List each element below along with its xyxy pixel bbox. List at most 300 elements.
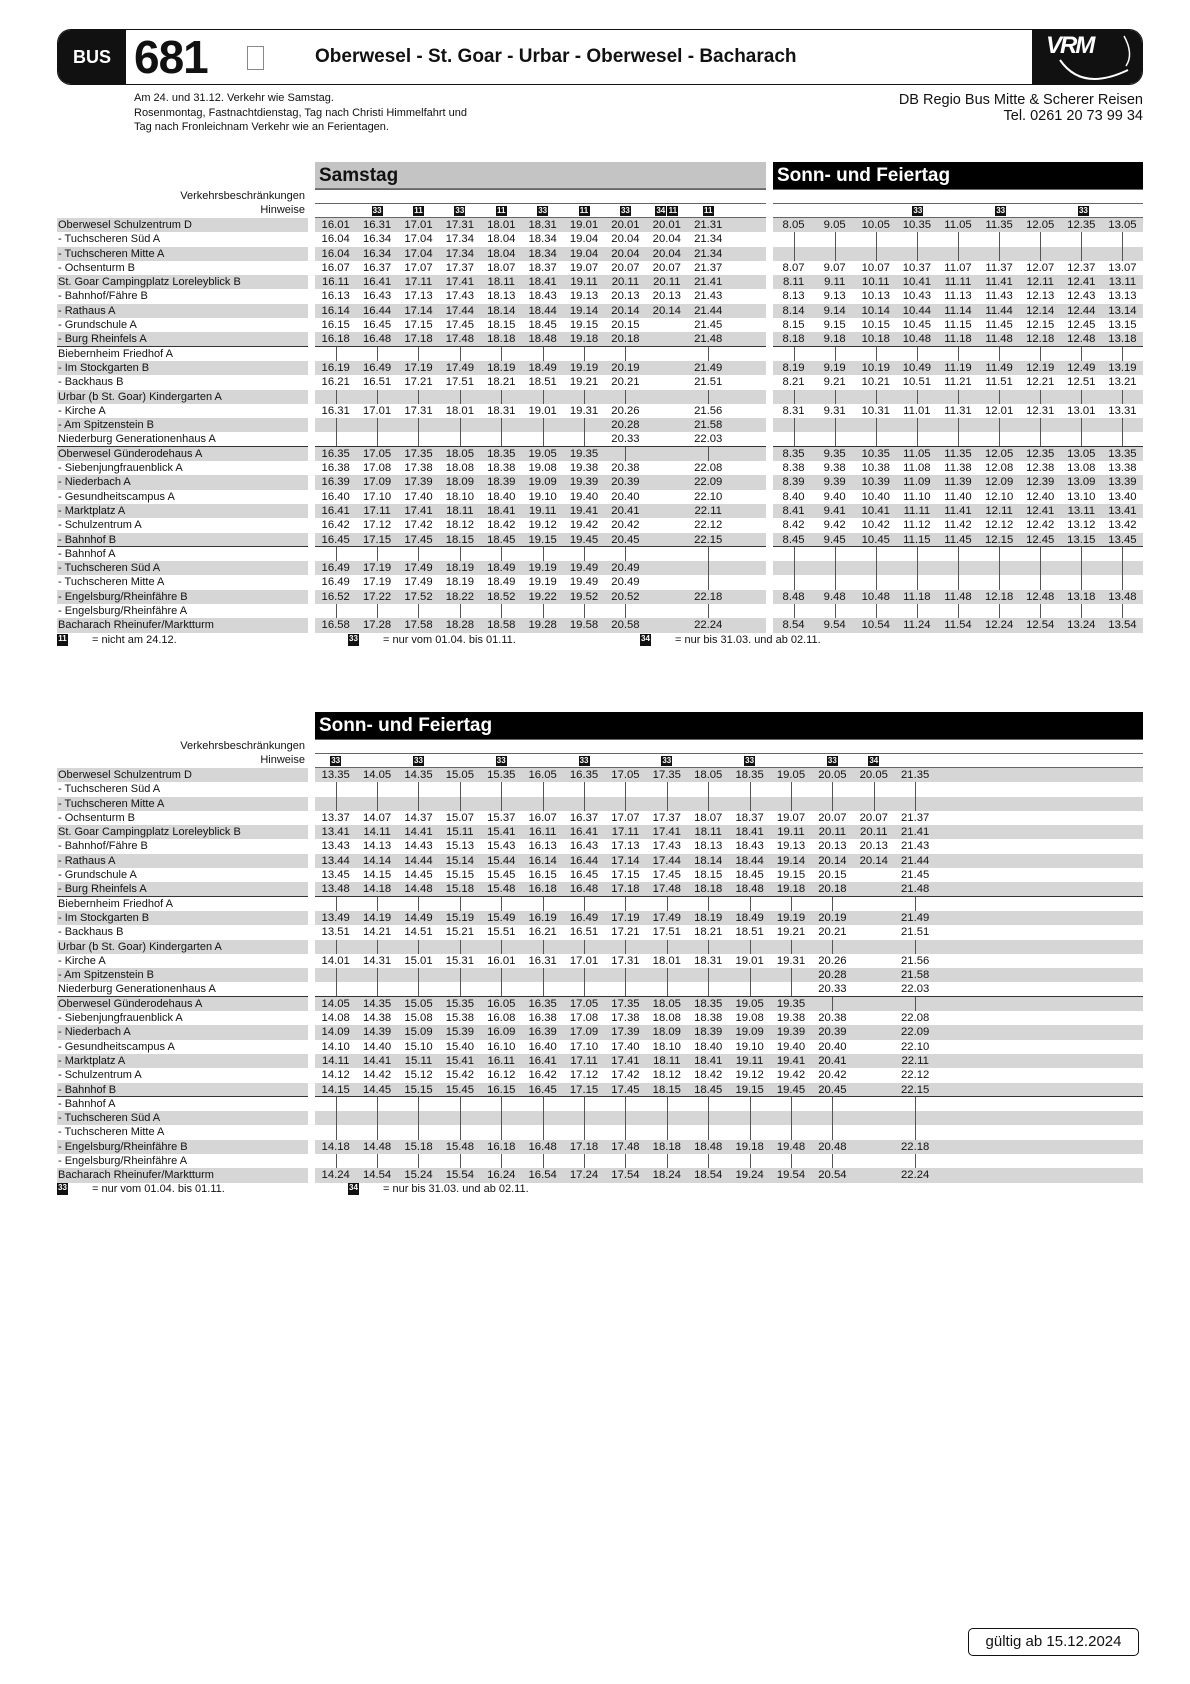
pass-through-line	[398, 1097, 439, 1111]
departure-time: 21.45	[694, 319, 723, 332]
departure-time: 14.41	[404, 826, 433, 839]
departure-time: 18.51	[735, 926, 764, 939]
departure-time: 17.44	[652, 854, 681, 867]
restriction-badge: 34	[640, 634, 651, 646]
hint-cell	[688, 204, 729, 217]
departure-time: 17.51	[445, 376, 474, 389]
pass-through-line	[773, 247, 814, 261]
departure-time: 22.12	[901, 1069, 930, 1082]
departure-time: 17.49	[404, 576, 433, 589]
departure-time: 9.31	[823, 404, 846, 417]
pass-through-line	[937, 432, 978, 445]
table-row	[57, 854, 1143, 868]
departure-time: 19.42	[569, 519, 599, 532]
departure-time: 18.13	[487, 290, 516, 303]
pass-through-line	[773, 390, 814, 404]
departure-time: 20.04	[611, 233, 640, 246]
pass-through-line	[522, 418, 563, 432]
pass-through-line	[398, 1125, 439, 1139]
departure-time	[853, 968, 894, 982]
hint-cell	[773, 204, 814, 217]
restriction-badge: 33	[1078, 205, 1088, 215]
departure-time: 8.38	[782, 462, 805, 475]
stop-name: - Siebenjungfrauenblick A	[58, 1012, 183, 1025]
departure-time: 20.18	[818, 883, 847, 896]
departure-time: 18.45	[487, 533, 516, 546]
pass-through-line	[315, 940, 356, 954]
footnote-text: = nur bis 31.03. und ab 02.11.	[675, 634, 821, 646]
stop-name: - Bahnhof/Fähre B	[58, 840, 148, 853]
table-row	[57, 1040, 1143, 1054]
stop-name: - Tuchscheren Süd A	[57, 561, 308, 575]
departure-time: 11.15	[903, 533, 931, 546]
departure-time: 10.37	[902, 261, 932, 274]
stop-name: - Am Spitzenstein B	[57, 418, 308, 432]
pass-through-line	[894, 940, 935, 954]
departure-time: 17.11	[363, 504, 391, 517]
departure-time: 16.48	[362, 333, 392, 346]
departure-time: 12.01	[984, 404, 1014, 417]
pass-through-line	[522, 1154, 563, 1168]
pass-through-line	[563, 782, 604, 796]
pass-through-line	[315, 782, 356, 796]
departure-time: 20.42	[818, 1069, 847, 1082]
departure-time: 13.51	[321, 926, 350, 939]
departure-time: 14.09	[321, 1026, 350, 1039]
time-area	[315, 475, 766, 489]
time-area	[315, 404, 766, 418]
pass-through-line	[773, 575, 814, 589]
departure-time: 17.12	[569, 1069, 599, 1082]
pass-through-line	[356, 432, 397, 445]
pass-through-line	[356, 1154, 397, 1168]
pass-through-line	[522, 897, 563, 911]
departure-time	[853, 1097, 894, 1111]
departure-time: 21.56	[901, 954, 930, 967]
departure-time: 13.40	[1108, 490, 1137, 503]
pass-through-line	[729, 782, 770, 796]
pass-through-line	[439, 347, 480, 361]
departure-time: 17.18	[611, 883, 640, 896]
pass-through-line	[356, 1111, 397, 1125]
departure-time: 19.05	[776, 769, 806, 781]
pass-through-line	[812, 1154, 853, 1168]
departure-time: 9.05	[823, 219, 846, 231]
departure-time: 21.48	[694, 333, 723, 346]
departure-time: 10.35	[902, 219, 932, 231]
hint-cell	[856, 204, 897, 217]
table-row	[57, 575, 1143, 589]
departure-time: 15.40	[445, 1040, 474, 1053]
pass-through-line	[770, 1154, 811, 1168]
pass-through-line	[315, 547, 356, 561]
departure-time: 16.40	[528, 1040, 557, 1053]
departure-time: 16.35	[569, 769, 599, 781]
pass-through-line	[563, 1125, 604, 1139]
pass-through-line	[894, 782, 935, 796]
timetable-rows	[57, 218, 1143, 633]
departure-time: 18.48	[528, 333, 557, 346]
hint-cell	[894, 754, 935, 767]
departure-time: 13.45	[321, 869, 350, 882]
hint-cell	[439, 754, 480, 767]
departure-time: 16.37	[569, 811, 599, 824]
departure-time: 18.34	[528, 247, 557, 260]
departure-time: 15.41	[487, 826, 516, 839]
pass-through-line	[1020, 347, 1061, 361]
departure-time: 19.19	[569, 361, 599, 374]
time-area	[315, 882, 1143, 896]
departure-time: 13.37	[321, 811, 350, 824]
departure-time: 19.38	[776, 1012, 806, 1025]
departure-time: 18.40	[694, 1040, 723, 1053]
pass-through-line	[688, 390, 729, 404]
departure-time: 19.15	[735, 1083, 764, 1096]
departure-time: 12.15	[984, 533, 1014, 546]
time-area	[315, 361, 766, 375]
departure-time: 18.39	[487, 476, 516, 489]
restriction-badge: 33	[372, 205, 382, 215]
departure-time: 19.11	[570, 276, 598, 289]
departure-time: 14.24	[321, 1169, 350, 1182]
departure-time: 13.11	[1108, 276, 1137, 289]
departure-time: 15.09	[404, 1026, 433, 1039]
departure-time: 16.21	[528, 926, 557, 939]
departure-time: 15.13	[445, 840, 474, 853]
departure-time: 17.48	[611, 1140, 640, 1153]
departure-time: 19.21	[569, 376, 599, 389]
departure-time: 20.38	[818, 1012, 847, 1025]
pass-through-line	[688, 561, 729, 575]
time-area	[315, 1083, 1143, 1097]
pass-through-line	[1061, 347, 1102, 361]
stop-name: Biebernheim Friedhof A	[58, 347, 173, 360]
stop-name: - Engelsburg/Rheinfähre A	[58, 1155, 188, 1168]
pass-through-line	[688, 1097, 729, 1111]
stop-name: - Tuchscheren Mitte A	[58, 576, 165, 589]
departure-time	[646, 404, 687, 418]
pass-through-line	[522, 390, 563, 404]
time-area	[773, 375, 1143, 389]
pass-through-line	[855, 347, 896, 361]
table-row	[57, 825, 1143, 839]
departure-time: 16.05	[528, 769, 557, 781]
departure-time: 16.54	[528, 1169, 557, 1182]
stop-name: St. Goar Campingplatz Loreleyblick B	[57, 825, 308, 839]
departure-time: 13.01	[1067, 404, 1096, 417]
departure-time: 8.48	[782, 590, 805, 603]
time-area	[773, 533, 1143, 547]
pass-through-line	[563, 604, 604, 618]
pass-through-line	[439, 1154, 480, 1168]
departure-time: 17.21	[404, 376, 433, 389]
pass-through-line	[522, 797, 563, 811]
table-row	[57, 390, 1143, 404]
pass-through-line	[605, 940, 646, 954]
pass-through-line	[481, 1111, 522, 1125]
departure-time: 16.49	[362, 361, 392, 374]
departure-time: 22.10	[901, 1040, 930, 1053]
departure-time: 21.34	[694, 247, 723, 260]
stop-name: Oberwesel Schulzentrum D	[57, 768, 308, 782]
departure-time: 17.40	[404, 490, 433, 503]
departure-time: 20.14	[818, 854, 847, 867]
pass-through-line	[1102, 561, 1143, 575]
departure-time: 22.15	[694, 533, 723, 546]
stop-name: - Niederbach A	[57, 1025, 308, 1039]
departure-time: 18.31	[694, 954, 723, 967]
departure-time: 14.35	[362, 997, 392, 1010]
departure-time: 11.05	[903, 447, 931, 460]
pass-through-line	[646, 1111, 687, 1125]
pass-through-line	[356, 968, 397, 982]
pass-through-line	[812, 1125, 853, 1139]
departure-time: 10.40	[861, 490, 890, 503]
departure-time: 20.07	[611, 261, 640, 274]
pass-through-line	[439, 547, 480, 561]
departure-time: 17.01	[404, 219, 433, 231]
table-row	[57, 318, 1143, 332]
pass-through-line	[605, 797, 646, 811]
departure-time: 20.26	[611, 404, 640, 417]
pass-through-line	[481, 347, 522, 361]
departure-time: 15.48	[487, 883, 516, 896]
departure-time: 15.51	[487, 926, 516, 939]
operator-phone: Tel. 0261 20 73 99 34	[1003, 108, 1143, 124]
departure-time: 20.19	[818, 911, 847, 924]
departure-time: 13.15	[1108, 319, 1137, 332]
departure-time: 19.28	[528, 619, 557, 632]
departure-time: 13.35	[321, 769, 350, 781]
departure-time: 10.13	[861, 290, 890, 303]
departure-time: 18.12	[652, 1069, 681, 1082]
pass-through-line	[855, 418, 896, 432]
departure-time: 18.35	[694, 997, 723, 1010]
pass-through-line	[356, 347, 397, 361]
departure-time: 12.45	[1067, 319, 1096, 332]
time-area	[315, 218, 766, 232]
departure-time: 10.19	[861, 361, 890, 374]
departure-time: 20.21	[611, 376, 640, 389]
hint-cell	[398, 754, 439, 767]
departure-time: 17.49	[404, 562, 433, 575]
departure-time: 10.41	[902, 276, 932, 289]
restriction-badge: 34	[656, 205, 666, 215]
departure-time: 19.10	[735, 1040, 764, 1053]
departure-time: 12.19	[1026, 361, 1055, 374]
departure-time: 21.41	[694, 276, 723, 289]
time-area	[315, 261, 766, 275]
departure-time: 12.09	[984, 476, 1014, 489]
pass-through-line	[398, 982, 439, 995]
pass-through-line	[439, 418, 480, 432]
pass-through-line	[1020, 604, 1061, 618]
time-area	[773, 475, 1143, 489]
departure-time: 8.05	[782, 219, 805, 231]
restriction-badge: 33	[348, 634, 359, 646]
departure-time: 16.31	[321, 404, 350, 417]
pass-through-line	[481, 604, 522, 618]
departure-time: 22.11	[901, 1054, 929, 1067]
departure-time: 16.38	[528, 1012, 557, 1025]
departure-time: 16.11	[528, 826, 557, 839]
hint-cell	[481, 754, 522, 767]
pass-through-line	[773, 418, 814, 432]
departure-time: 9.18	[823, 333, 846, 346]
pass-through-line	[979, 390, 1020, 404]
departure-time: 22.12	[694, 519, 723, 532]
departure-time: 11.41	[985, 276, 1013, 289]
departure-time: 8.18	[782, 333, 805, 346]
pass-through-line	[439, 1111, 480, 1125]
departure-time	[853, 1054, 894, 1068]
departure-time: 16.45	[569, 869, 599, 882]
table-row	[57, 868, 1143, 882]
departure-time: 18.45	[694, 1083, 723, 1096]
departure-time: 12.07	[1026, 261, 1055, 274]
stop-name: - Gesundheitscampus A	[58, 1040, 175, 1053]
hint-cell	[605, 754, 646, 767]
time-area	[315, 275, 766, 289]
restriction-badge: 33	[331, 755, 341, 765]
pass-through-line	[646, 982, 687, 995]
departure-time: 18.05	[694, 769, 723, 781]
stop-name: - Tuchscheren Mitte A	[58, 1126, 165, 1139]
restriction-badge: 33	[538, 205, 548, 215]
departure-time: 12.40	[1026, 490, 1055, 503]
pass-through-line	[398, 547, 439, 561]
departure-time: 18.09	[652, 1026, 681, 1039]
departure-time: 11.51	[985, 376, 1013, 389]
pass-through-line	[1020, 247, 1061, 261]
departure-time	[646, 418, 687, 432]
departure-time: 22.03	[694, 433, 723, 446]
pass-through-line	[688, 940, 729, 954]
departure-time: 13.05	[1067, 447, 1096, 460]
departure-time	[853, 1140, 894, 1154]
departure-time: 20.52	[611, 590, 640, 603]
departure-time: 15.48	[445, 1140, 474, 1153]
pass-through-line	[563, 897, 604, 911]
hint-cell	[688, 754, 729, 767]
table-row	[57, 1068, 1143, 1082]
departure-time	[853, 1025, 894, 1039]
departure-time: 19.45	[776, 1083, 806, 1096]
departure-time: 17.45	[445, 319, 474, 332]
departure-time: 19.39	[776, 1026, 806, 1039]
departure-time: 13.41	[1108, 504, 1137, 517]
table-row	[57, 247, 1143, 261]
departure-time: 20.01	[652, 219, 681, 231]
pass-through-line	[812, 782, 853, 796]
table-row	[57, 811, 1143, 825]
departure-time: 12.18	[1026, 333, 1055, 346]
departure-time: 13.21	[1108, 376, 1137, 389]
pass-through-line	[729, 1125, 770, 1139]
departure-time: 17.31	[404, 404, 433, 417]
stop-name: - Kirche A	[58, 404, 106, 417]
departure-time: 18.04	[487, 233, 516, 246]
pass-through-line	[894, 997, 935, 1011]
departure-time: 16.01	[487, 954, 516, 967]
departure-time: 20.49	[611, 562, 640, 575]
pass-through-line	[522, 1111, 563, 1125]
departure-time: 15.37	[487, 811, 516, 824]
time-area	[315, 518, 766, 532]
departure-time: 16.18	[487, 1140, 516, 1153]
departure-time: 13.11	[1067, 504, 1096, 517]
pass-through-line	[563, 418, 604, 432]
pass-through-line	[812, 1097, 853, 1111]
departure-time: 20.39	[611, 476, 640, 489]
departure-time: 11.09	[903, 476, 931, 489]
departure-time: 18.07	[487, 261, 516, 274]
time-area	[315, 1068, 1143, 1082]
departure-time: 19.22	[528, 590, 557, 603]
departure-time: 15.35	[445, 997, 474, 1010]
departure-time: 9.45	[823, 533, 846, 546]
departure-time: 19.14	[569, 304, 599, 317]
departure-time	[853, 911, 894, 925]
departure-time: 15.14	[445, 854, 474, 867]
departure-time	[646, 547, 687, 561]
departure-time: 19.15	[776, 869, 806, 882]
departure-time: 8.11	[782, 276, 805, 289]
departure-time: 9.19	[823, 361, 846, 374]
departure-time: 13.48	[1108, 590, 1137, 603]
departure-time: 19.09	[735, 1026, 764, 1039]
departure-time: 18.42	[694, 1069, 723, 1082]
departure-time: 15.54	[445, 1169, 474, 1182]
pass-through-line	[646, 940, 687, 954]
table-row	[57, 997, 1143, 1011]
table-row	[57, 782, 1143, 796]
pass-through-line	[605, 968, 646, 982]
pass-through-line	[356, 1125, 397, 1139]
departure-time: 11.21	[944, 376, 972, 389]
departure-time: 11.43	[985, 290, 1013, 303]
hint-cell	[356, 204, 397, 217]
footnote-text: = nur vom 01.04. bis 01.11.	[92, 1183, 225, 1195]
departure-time: 18.44	[735, 854, 764, 867]
pass-through-line	[646, 968, 687, 982]
table-row	[57, 954, 1143, 968]
departure-time: 17.08	[362, 462, 392, 475]
hint-cell	[563, 754, 604, 767]
pass-through-line	[1061, 390, 1102, 404]
pass-through-line	[315, 897, 356, 911]
pass-through-line	[688, 347, 729, 361]
hint-cell	[522, 204, 563, 217]
stop-name: - Tuchscheren Süd A	[58, 233, 161, 246]
departure-time: 10.45	[861, 533, 890, 546]
placeholder-box	[247, 46, 264, 70]
departure-time: 16.10	[487, 1040, 516, 1053]
departure-time: 18.05	[652, 997, 681, 1010]
restriction-badge: 11	[57, 634, 68, 646]
departure-time: 10.35	[861, 447, 890, 460]
departure-time: 16.15	[528, 869, 557, 882]
departure-time: 22.18	[694, 590, 723, 603]
departure-time: 19.01	[528, 404, 557, 417]
pass-through-line	[439, 797, 480, 811]
time-area	[773, 432, 1143, 446]
departure-time: 11.15	[944, 319, 972, 332]
time-area	[315, 561, 766, 575]
departure-time: 16.38	[321, 462, 350, 475]
pass-through-line	[315, 1097, 356, 1111]
table-row	[57, 797, 1143, 811]
